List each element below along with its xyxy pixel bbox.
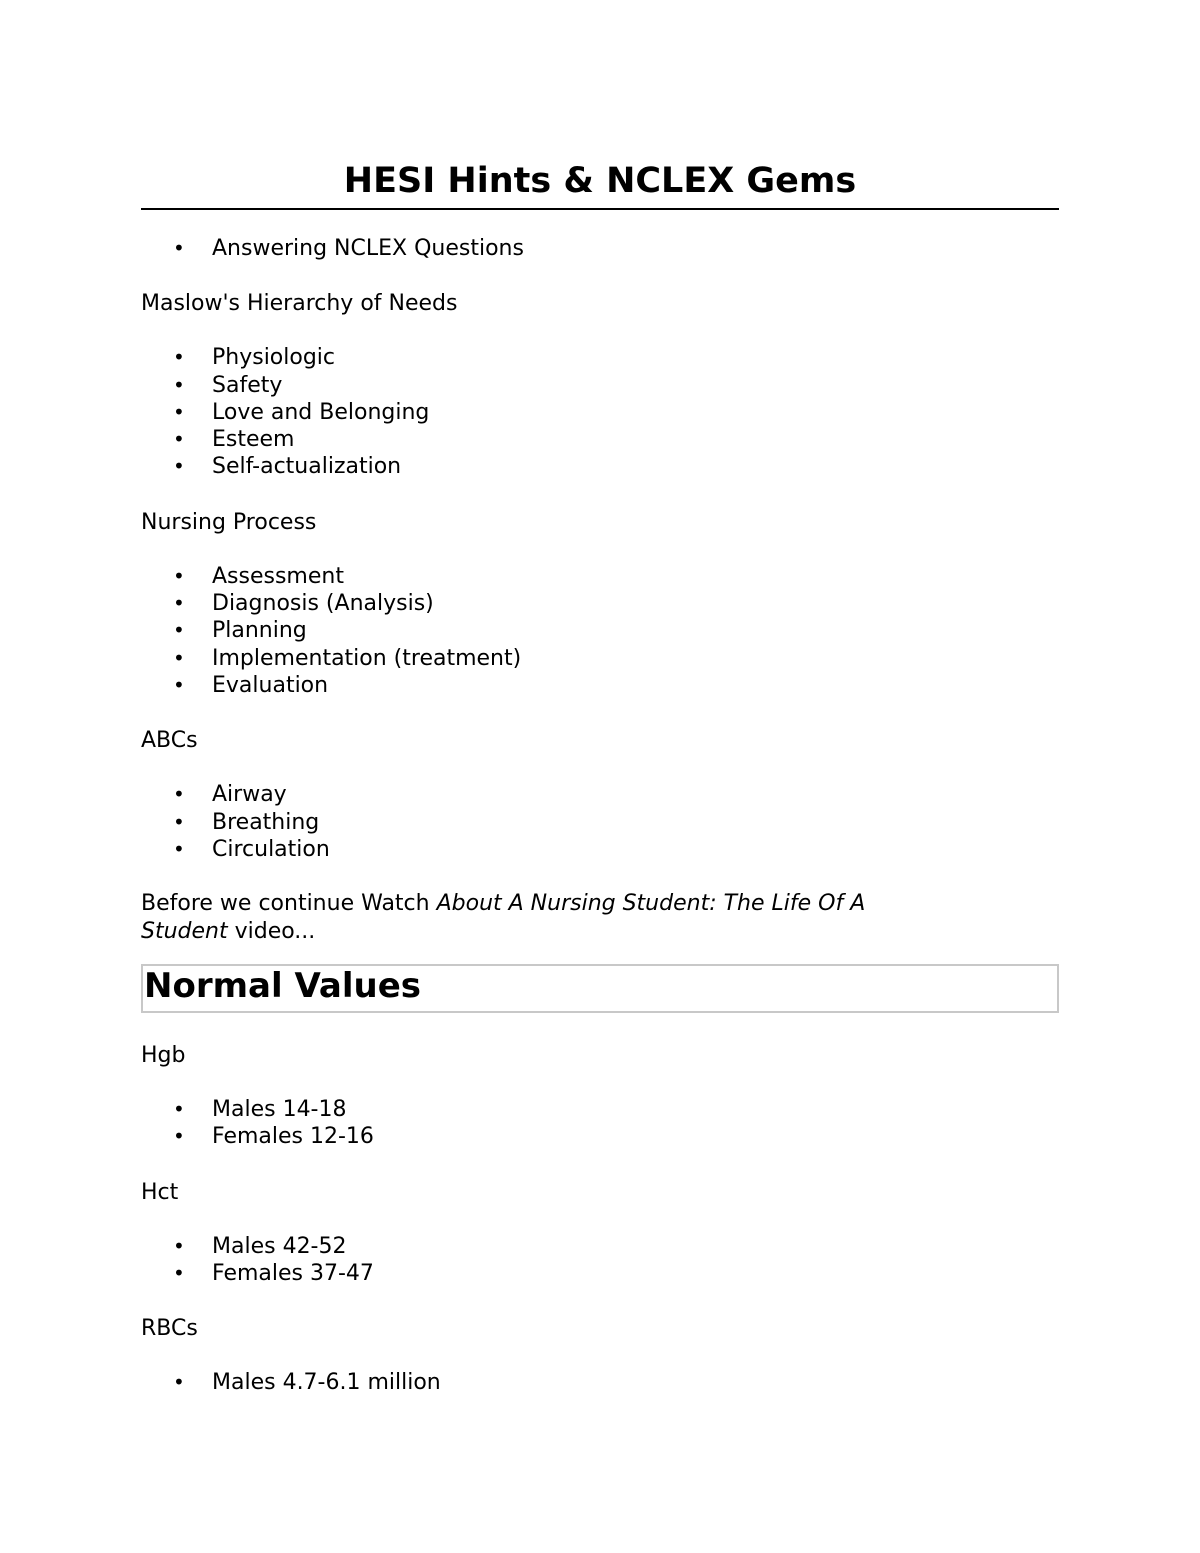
bullet-icon: • <box>173 618 185 643</box>
section-heading-nursing-process: Nursing Process <box>141 509 317 535</box>
group-label-rbcs: RBCs <box>141 1316 198 1342</box>
bullet-icon: • <box>173 645 185 670</box>
video-title: About A Nursing Student: The Life Of A <box>436 891 866 917</box>
group-label-hgb: Hgb <box>141 1043 186 1069</box>
bullet-icon: • <box>173 236 185 260</box>
list-item: • Esteem <box>173 427 295 453</box>
bullet-icon: • <box>173 399 185 424</box>
video-title-cont: Student <box>141 919 228 945</box>
list-item: • Circulation <box>173 836 330 862</box>
list-item: • Evaluation <box>173 672 329 698</box>
list-item: • Males 4.7-6.1 million <box>173 1370 441 1396</box>
bullet-icon: • <box>173 563 185 588</box>
bullet-icon: • <box>173 672 185 697</box>
list-item: • Answering NCLEX Questions <box>173 236 524 261</box>
bullet-icon: • <box>173 345 185 370</box>
list-item: • Males 42-52 <box>173 1233 347 1259</box>
document-title: HESI Hints & NCLEX Gems <box>141 158 1059 210</box>
list-item: • Love and Belonging <box>173 399 430 425</box>
section-heading-abcs: ABCs <box>141 728 198 754</box>
bullet-icon: • <box>173 372 185 397</box>
list-item: • Males 14-18 <box>173 1097 347 1123</box>
maslow-list <box>141 344 1059 480</box>
list-item: • Breathing <box>173 809 320 835</box>
group-label-hct: Hct <box>141 1179 179 1205</box>
bullet-icon: • <box>173 1097 185 1122</box>
list-item: • Implementation (treatment) <box>173 645 522 671</box>
document-page <box>141 158 1059 1397</box>
list-item: • Physiologic <box>173 345 336 371</box>
hct-list <box>141 1233 1059 1288</box>
list-item: • Females 12-16 <box>173 1124 374 1150</box>
list-item: • Safety <box>173 372 283 398</box>
bullet-icon: • <box>173 591 185 616</box>
bullet-icon: • <box>173 1261 185 1286</box>
video-note: Before we continue Watch About A Nursing Student: The Life Of A Student video... <box>141 891 866 945</box>
section-heading-maslow: Maslow's Hierarchy of Needs <box>141 291 458 317</box>
bullet-icon: • <box>173 1370 185 1395</box>
bullet-icon: • <box>173 1124 185 1149</box>
rbcs-list <box>141 1369 1059 1396</box>
bullet-icon: • <box>173 836 185 861</box>
nursing-process-list <box>141 563 1059 699</box>
normal-values-heading: Normal Values <box>144 966 421 1007</box>
bullet-icon: • <box>173 454 185 479</box>
intro-list <box>141 235 1059 262</box>
list-item: • Airway <box>173 782 287 808</box>
bullet-icon: • <box>173 809 185 834</box>
abcs-list <box>141 781 1059 863</box>
list-item: • Self-actualization <box>173 454 402 480</box>
hgb-list <box>141 1096 1059 1151</box>
list-item: • Planning <box>173 618 307 644</box>
list-item: • Diagnosis (Analysis) <box>173 591 434 617</box>
bullet-icon: • <box>173 1233 185 1258</box>
normal-values-heading-box <box>141 964 1059 1013</box>
list-item: • Assessment <box>173 563 344 589</box>
list-item: • Females 37-47 <box>173 1261 374 1287</box>
bullet-icon: • <box>173 427 185 452</box>
bullet-icon: • <box>173 782 185 807</box>
